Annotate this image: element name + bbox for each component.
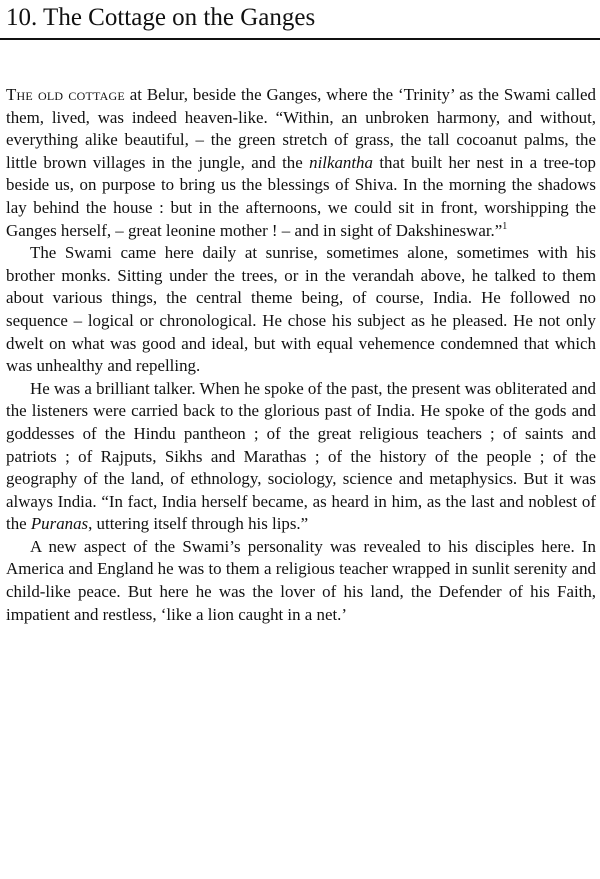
text-run: A new aspect of the Swami’s personality was revealed to his disciples here. In America and England he was to them a religious teacher wrapped in sunlit serenity and child-like peace. But here he was the lover of his land, the Defender of his Faith, impatient and restless, ‘like a lion caught in a net.’: [6, 536, 596, 624]
text-run: that built her nest in a tree-top beside us, on purpose to bring us the blessings of Shiva. In the morning the shadows lay behind the house : but in the afternoons, we could sit in front, worshipping the Ganges herself, – great leonine mother ! – and in sight of Dakshineswar.”: [6, 152, 596, 240]
text-run: at Belur, beside the Ganges, where the ‘Trinity’ as the Swami called them, lived, was indeed heaven-like. “Within, an unbroken harmony, and without, everything alike beautiful, – the green stretch of grass, the tall cocoanut palms, the little brown villages in the jungle, and the: [6, 85, 596, 172]
paragraph: [6, 84, 596, 242]
footnote-marker: 1: [502, 220, 508, 232]
italic-term: Puranas: [30, 514, 89, 534]
text-run: He was a brilliant talker. When he spoke of the past, the present was obliterated and the listeners were carried back to the glorious past of India. He spoke of the gods and goddesses of the Hindu pantheon ; of the great religious teachers ; of saints and patriots ; of Rajputs, Sikhs and Marathas ; of the history of the people ; of the geography of the land, of ethnology, sociology, science and metaphysics. But it was always India. “In fact, India herself became, as heard in him, as the last and noblest of the: [6, 378, 596, 534]
chapter-body: [6, 84, 596, 626]
italic-term: nilkantha: [309, 152, 373, 172]
text-run: , uttering itself through his lips.”: [88, 514, 309, 534]
title-rule: [0, 38, 600, 40]
paragraph: [6, 378, 596, 536]
paragraph: [6, 536, 596, 626]
chapter-title: 10. The Cottage on the Ganges: [6, 4, 316, 31]
paragraph: [6, 242, 596, 378]
text-run: The Swami came here daily at sunrise, sometimes alone, sometimes with his brother monks. Sitting under the trees, or in the verandah above, he talked to them about various things, the central theme being, of course, India. He followed no sequence – logical or chronological. He chose his subject as he pleased. He not only dwelt on what was good and ideal, but with equal vehemence condemned that which was unhealthy and repelling.: [6, 243, 596, 376]
paragraph-lead-in: The old cottage: [6, 85, 125, 104]
